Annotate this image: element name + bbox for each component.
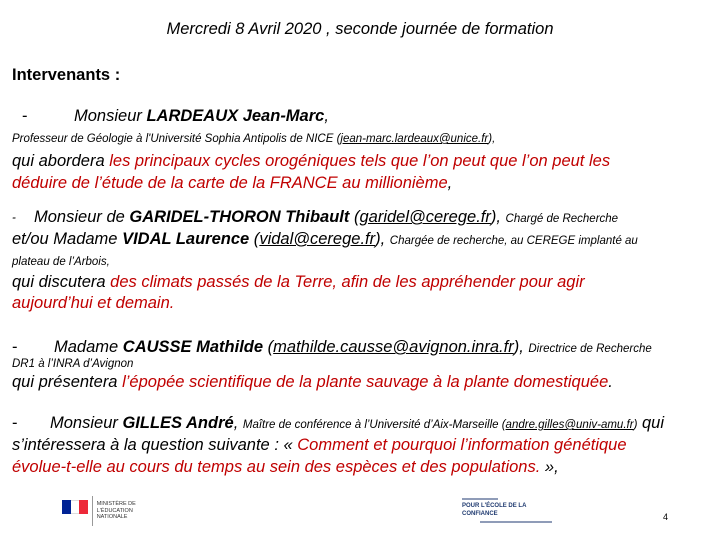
speaker-3-role: Directrice de Recherche <box>528 343 652 355</box>
bullet-dash: - <box>22 107 28 125</box>
speaker-3-line: - Madame CAUSSE Mathilde (mathilde.causse@avignon.inra.fr), Directrice de Recherche <box>12 338 652 356</box>
ecole-confiance-logo <box>460 496 556 526</box>
speaker-4-role: Maître de conférence à l’Université d’Aix-Marseille ( <box>242 419 506 431</box>
speaker-2b-role-cont: plateau de l’Arbois, <box>12 256 110 268</box>
speaker-4-email-link[interactable]: andre.gilles@univ-amu.fr <box>505 419 634 431</box>
speaker-2b-name: VIDAL Laurence <box>122 230 250 248</box>
speaker-1-name: LARDEAUX Jean-Marc <box>146 107 325 125</box>
page-number: 4 <box>663 512 669 522</box>
speaker-2-email-link[interactable]: garidel@cerege.fr <box>359 208 491 226</box>
page-title: Mercredi 8 Avril 2020 , seconde journée de formation <box>166 20 554 38</box>
bullet-dash: - <box>12 338 18 356</box>
speaker-2-role: Chargé de Recherche <box>505 213 619 225</box>
ministry-logo <box>62 494 162 528</box>
bullet-dash: - <box>12 414 18 432</box>
speaker-2b-line: et/ou Madame VIDAL Laurence (vidal@cerege.fr), Chargée de recherche, au CEREGE implanté au <box>12 230 638 248</box>
bullet-dash: - <box>12 211 16 224</box>
intervenants-label: Intervenants : <box>12 66 121 84</box>
french-flag-icon <box>62 500 88 522</box>
speaker-4-topic-line-3: évolue-t-elle au cours du temps au sein des espèces et des populations. », <box>12 458 559 476</box>
speaker-3-name: CAUSSE Mathilde <box>122 338 264 356</box>
speaker-1-role: Professeur de Géologie à l'Université Sophia Antipolis de NICE (jean-marc.lardeaux@unice.fr), <box>12 133 496 145</box>
ecole-logo-text: POUR L'ÉCOLE DE LA CONFIANCE <box>462 503 527 517</box>
speaker-2b-role: Chargée de recherche, au CEREGE implanté au <box>389 235 638 247</box>
speaker-2-line: - Monsieur de GARIDEL-THORON Thibault (garidel@cerege.fr), Chargé de Recherche <box>12 208 619 226</box>
speaker-4-line: - Monsieur GILLES André, Maître de conférence à l’Université d’Aix-Marseille (andre.gilles@univ-amu.fr) qui <box>12 414 665 432</box>
speaker-1-topic-line-2: déduire de l’étude de la carte de la FRANCE au millionième, <box>12 174 453 192</box>
speaker-2-topic-line-1: qui discutera des climats passés de la Terre, afin de les appréhender pour agir <box>12 273 585 291</box>
speaker-3-topic: qui présentera l’épopée scientifique de la plante sauvage à la plante domestiquée. <box>12 373 613 391</box>
speaker-1-prefix: Monsieur <box>74 107 147 125</box>
speaker-2-name: GARIDEL-THORON Thibault <box>129 208 350 226</box>
ministry-name: MINISTÈRE DE L'ÉDUCATION NATIONALE <box>96 501 136 521</box>
speaker-3-email-link[interactable]: mathilde.causse@avignon.inra.fr <box>273 338 514 356</box>
speaker-3-role-cont: DR1 à l’INRA d’Avignon <box>12 358 134 370</box>
speaker-4-topic-line-2: s’intéressera à la question suivante : « Comment et pourquoi l’information génétique <box>12 436 627 454</box>
speaker-4-name: GILLES André <box>122 414 234 432</box>
speaker-1-topic-line-1: qui abordera les principaux cycles orogéniques tels que l’on peut que l’on peut les <box>12 152 611 170</box>
speaker-1-email-link[interactable]: jean-marc.lardeaux@unice.fr <box>340 133 489 145</box>
speaker-2-topic-line-2: aujourd’hui et demain. <box>12 294 175 312</box>
speaker-1-line: - Monsieur LARDEAUX Jean-Marc, <box>12 107 329 126</box>
speaker-2b-email-link[interactable]: vidal@cerege.fr <box>259 230 376 248</box>
